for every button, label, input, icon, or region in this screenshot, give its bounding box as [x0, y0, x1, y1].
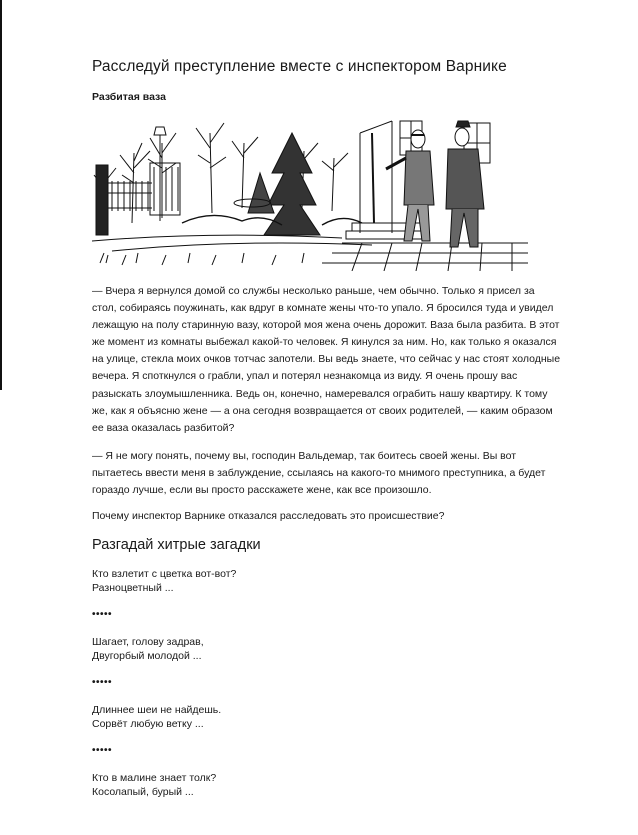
riddle-line: Двугорбый молодой ... — [92, 650, 202, 663]
riddle-item — [92, 703, 562, 731]
riddles-title: Разгадай хитрые загадки — [92, 537, 261, 554]
article-title: Расследуй преступление вместе с инспектором Варнике — [92, 58, 507, 75]
article-question: Почему инспектор Варнике отказался расследовать это происшествие? — [92, 510, 445, 523]
riddle-item — [92, 635, 562, 663]
document-page — [92, 58, 562, 799]
riddle-separator: ••••• — [92, 745, 113, 757]
riddle-line: Шагает, голову задрав, — [92, 636, 204, 649]
article-subtitle: Разбитая ваза — [92, 91, 166, 103]
article-paragraph: — Вчера я вернулся домой со службы несколько раньше, чем обычно. Только я присел за стол, собираясь поужинать, как вдруг в комнате жены что-то упало. Я бросился туда и увидел лежащую на полу старинную вазу, которой моя жена очень дорожит. Ваза была разбита. В этот же момент из комнаты выбежал какой-то человек. Я кинулся за ним. Но, как только я оказался на улице, стекла моих очков тотчас запотели. Вы ведь знаете, что сейчас у нас стоят холодные вечера. Я споткнулся о грабли, упал и потерял незнакомца из виду. Я очень прошу вас разыскать злоумышленника. Ведь он, конечно, намеревался ограбить нашу квартиру. К тому же, как я объясню жене — а она сегодня возвращается от своих родителей, — каким образом ее ваза оказалась разбитой? — [92, 285, 561, 434]
riddle-line: Сорвёт любую ветку ... — [92, 718, 204, 731]
riddle-line: Кто взлетит с цветка вот-вот? — [92, 568, 237, 581]
riddle-line: Длиннее шеи не найдешь. — [92, 704, 222, 717]
article-paragraph: — Я не могу понять, почему вы, господин Вальдемар, так боитесь своей жены. Вы вот пытаетесь ввести меня в заблуждение, ссылаясь на какого-то мнимого преступника, а будет гораздо лучше, если вы просто расскажете жене, как все произошло. — [92, 449, 546, 497]
riddle-separator: ••••• — [92, 677, 113, 689]
page-edge-line — [0, 0, 2, 390]
riddle-line: Кто в малине знает толк? — [92, 772, 217, 785]
riddle-separator: ••••• — [92, 609, 113, 621]
riddle-line: Косолапый, бурый ... — [92, 786, 194, 799]
garden-scene-illustration — [92, 113, 528, 271]
riddle-item — [92, 567, 562, 595]
riddle-item — [92, 771, 562, 799]
riddle-line: Разноцветный ... — [92, 582, 174, 595]
